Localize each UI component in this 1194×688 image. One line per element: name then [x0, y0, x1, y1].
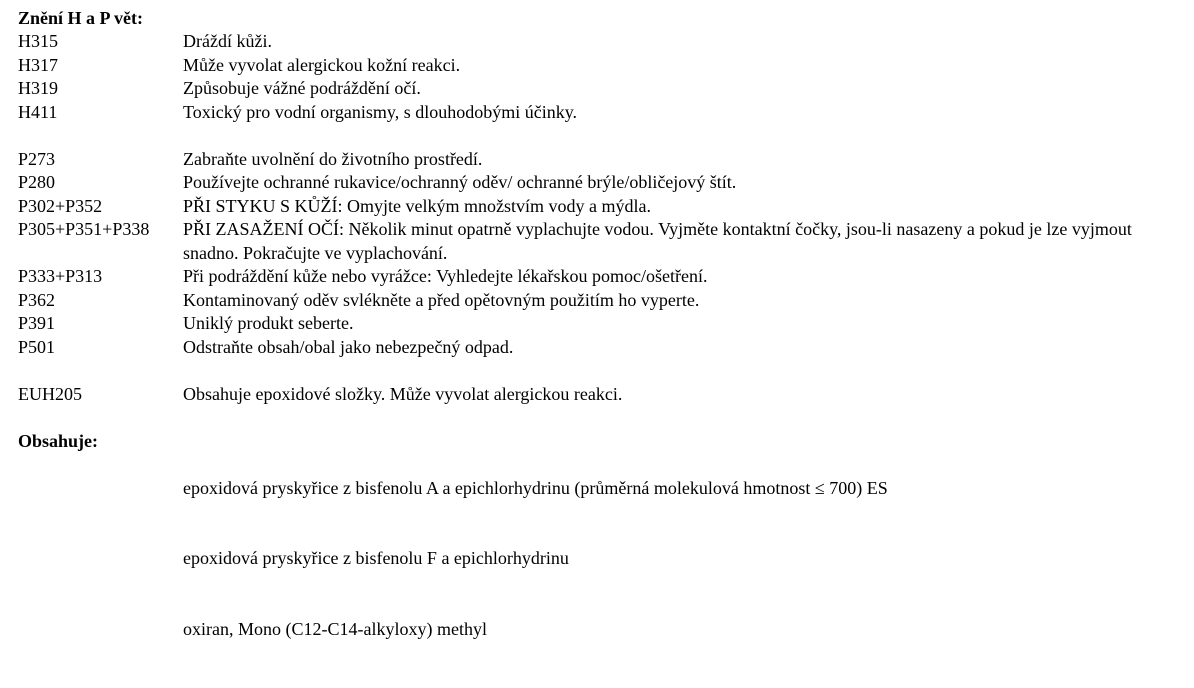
euh-statements-list: [18, 383, 1188, 407]
statement-text: PŘI STYKU S KŮŽÍ: Omyjte velkým množstvím vody a mýdla.: [183, 195, 1188, 219]
spacer: [18, 124, 1188, 148]
statement-code: P280: [18, 171, 183, 195]
statement-code: P501: [18, 336, 183, 360]
statement-text: PŘI ZASAŽENÍ OČÍ: Několik minut opatrně vyplachujte vodou. Vyjměte kontaktní čočky, jsou-li nasazeny a pokud je lze vyjmout snadno. Pokračujte ve vyplachování.: [183, 218, 1188, 265]
statement-text: Kontaminovaný oděv svlékněte a před opětovným použitím ho vyperte.: [183, 289, 1188, 313]
statement-row: [18, 148, 1188, 172]
hazard-statements-document: [18, 6, 1188, 688]
statement-row: [18, 265, 1188, 289]
spacer: [18, 359, 1188, 383]
h-statements-list: [18, 30, 1188, 124]
statement-text: Uniklý produkt seberte.: [183, 312, 1188, 336]
statement-text: Toxický pro vodní organismy, s dlouhodobými účinky.: [183, 101, 1188, 125]
statement-code: P273: [18, 148, 183, 172]
contains-section: [18, 430, 1188, 688]
p-statements-list: [18, 148, 1188, 360]
statement-code: P333+P313: [18, 265, 183, 289]
statement-row: [18, 171, 1188, 195]
spacer: [18, 406, 1188, 430]
contains-label: Obsahuje:: [18, 430, 183, 688]
statement-text: Dráždí kůži.: [183, 30, 1188, 54]
statement-row: [18, 312, 1188, 336]
statement-text: Při podráždění kůže nebo vyrážce: Vyhledejte lékařskou pomoc/ošetření.: [183, 265, 1188, 289]
statement-text: Zabraňte uvolnění do životního prostředí.: [183, 148, 1188, 172]
statement-code: H317: [18, 54, 183, 78]
statement-row: [18, 101, 1188, 125]
statement-row: [18, 218, 1188, 265]
statement-row: [18, 77, 1188, 101]
contains-item: epoxidová pryskyřice z bisfenolu F a epichlorhydrinu: [183, 547, 1188, 571]
contains-items: [183, 430, 1188, 688]
statement-code: H319: [18, 77, 183, 101]
contains-item: oxiran, Mono (C12-C14-alkyloxy) methyl: [183, 618, 1188, 642]
statement-text: Používejte ochranné rukavice/ochranný oděv/ ochranné brýle/obličejový štít.: [183, 171, 1188, 195]
statement-text: Odstraňte obsah/obal jako nebezpečný odpad.: [183, 336, 1188, 360]
statement-row: [18, 289, 1188, 313]
statement-code: P302+P352: [18, 195, 183, 219]
statement-text: Obsahuje epoxidové složky. Může vyvolat alergickou reakci.: [183, 383, 1188, 407]
section-heading: Znění H a P vět:: [18, 6, 1188, 30]
statement-code: P305+P351+P338: [18, 218, 183, 265]
statement-row: [18, 383, 1188, 407]
contains-item: epoxidová pryskyřice z bisfenolu A a epichlorhydrinu (průměrná molekulová hmotnost ≤ 700) ES: [183, 477, 1188, 501]
statement-text: Může vyvolat alergickou kožní reakci.: [183, 54, 1188, 78]
statement-code: EUH205: [18, 383, 183, 407]
statement-code: P391: [18, 312, 183, 336]
statement-code: H411: [18, 101, 183, 125]
statement-row: [18, 336, 1188, 360]
statement-code: H315: [18, 30, 183, 54]
statement-text: Způsobuje vážné podráždění očí.: [183, 77, 1188, 101]
statement-row: [18, 54, 1188, 78]
statement-code: P362: [18, 289, 183, 313]
statement-row: [18, 195, 1188, 219]
statement-row: [18, 30, 1188, 54]
